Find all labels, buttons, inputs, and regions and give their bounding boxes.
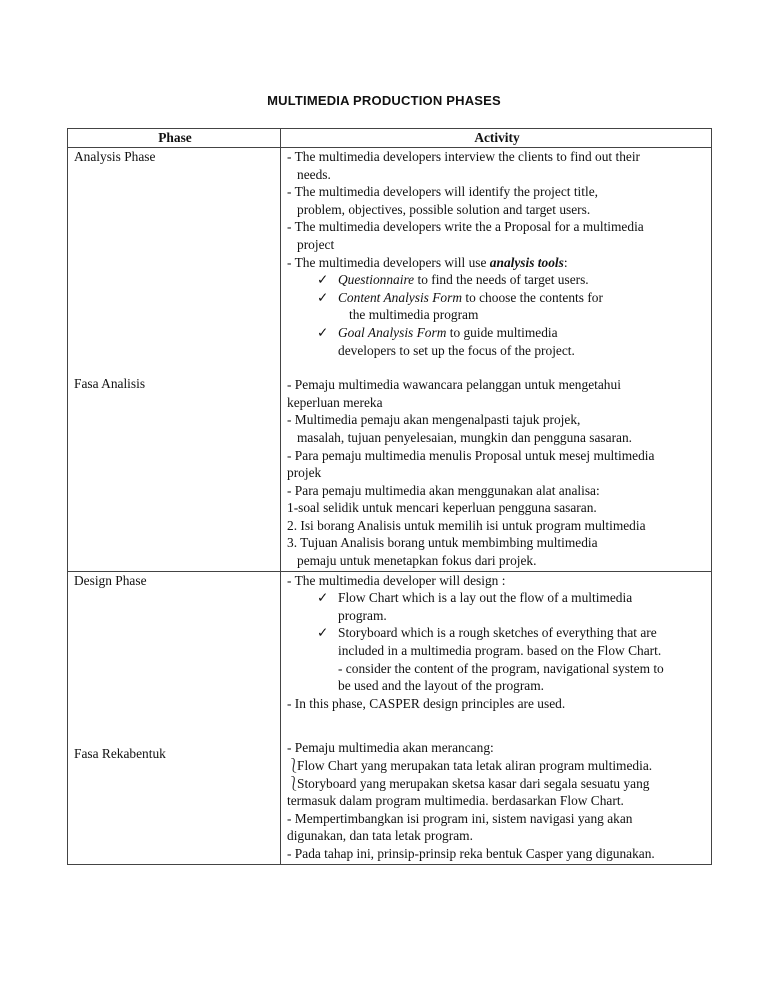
- text-span: Storyboard yang merupakan sketsa kasar dari segala sesuatu yang: [297, 775, 650, 791]
- phase-column-header: Phase: [68, 129, 281, 148]
- text-line: - In this phase, CASPER design principles are used.: [287, 695, 566, 711]
- list-item: [287, 271, 707, 289]
- design-phase-label-ms: Fasa Rekabentuk: [74, 746, 166, 762]
- emphasis-text: Content Analysis Form: [338, 289, 462, 305]
- analysis-phase-cell: [68, 148, 281, 572]
- design-phase-cell: [68, 571, 281, 864]
- text-line: 1-soal selidik untuk mencari keperluan pengguna sasaran.: [287, 500, 597, 516]
- list-item: [287, 757, 707, 775]
- text-line: developers to set up the focus of the project.: [338, 342, 575, 358]
- emphasis-text: Goal Analysis Form: [338, 324, 447, 340]
- text-line: - Pada tahap ini, prinsip-prinsip reka bentuk Casper yang digunakan.: [287, 845, 655, 861]
- table-row-design: [68, 571, 712, 864]
- text-line: pemaju untuk menetapkan fokus dari projek.: [297, 553, 537, 569]
- text-line: needs.: [297, 166, 331, 182]
- text-span: :: [563, 254, 568, 270]
- text-line: - Pemaju multimedia wawancara pelanggan untuk mengetahui: [287, 377, 621, 393]
- design-activity-ms: [287, 739, 707, 862]
- text-line: - The multimedia developers interview the clients to find out their: [287, 149, 641, 164]
- text-line: problem, objectives, possible solution and target users.: [297, 201, 591, 217]
- emphasis-text: analysis tools: [489, 254, 564, 270]
- text-line: - consider the content of the program, navigational system to: [338, 660, 664, 676]
- bracket-icon: ⎱: [287, 758, 301, 773]
- checkmark-icon: ✓: [317, 289, 329, 305]
- text-span: - The multimedia developers will use: [287, 254, 490, 270]
- checkmark-icon: ✓: [317, 625, 329, 641]
- checkmark-icon: ✓: [317, 590, 329, 606]
- text-line: 2. Isi borang Analisis untuk memilih isi untuk program multimedia: [287, 517, 646, 533]
- text-line: - The multimedia developer will design :: [287, 572, 506, 588]
- text-line: Storyboard which is a rough sketches of everything that are: [338, 625, 657, 641]
- design-activity-cell: [281, 571, 712, 864]
- text-line: - Pemaju multimedia akan merancang:: [287, 740, 494, 756]
- document-title: MULTIMEDIA PRODUCTION PHASES: [267, 93, 501, 108]
- list-item: [287, 775, 707, 793]
- text-line: - Para pemaju multimedia menulis Proposal untuk mesej multimedia: [287, 447, 655, 463]
- text-line: [287, 254, 707, 272]
- text-line: be used and the layout of the program.: [338, 678, 545, 694]
- text-line: Flow Chart which is a lay out the flow of a multimedia: [338, 590, 633, 606]
- text-line: - The multimedia developers write the a Proposal for a multimedia: [287, 219, 644, 235]
- checkmark-icon: ✓: [317, 324, 329, 340]
- text-line: projek: [287, 465, 322, 481]
- phases-table: [67, 128, 712, 865]
- design-phase-label-en: Design Phase: [74, 572, 147, 588]
- activity-column-header: Activity: [281, 129, 712, 148]
- text-line: included in a multimedia program. based on the Flow Chart.: [338, 643, 662, 659]
- text-span: to choose the contents for: [462, 289, 603, 305]
- text-line: keperluan mereka: [287, 394, 383, 410]
- bracket-icon: ⎱: [287, 775, 301, 791]
- text-line: termasuk dalam program multimedia. berdasarkan Flow Chart.: [287, 793, 624, 809]
- emphasis-text: Questionnaire: [338, 272, 415, 288]
- text-line: project: [297, 236, 335, 252]
- text-line: program.: [338, 607, 387, 623]
- list-item: [287, 589, 707, 624]
- text-span: Flow Chart yang merupakan tata letak aliran program multimedia.: [297, 758, 653, 773]
- text-line: the multimedia program: [349, 307, 479, 323]
- text-line: - Para pemaju multimedia akan menggunakan alat analisa:: [287, 482, 600, 498]
- text-line: masalah, tujuan penyelesaian, mungkin dan pengguna sasaran.: [297, 429, 633, 445]
- analysis-activity-cell: [281, 148, 712, 572]
- list-item: [287, 289, 707, 324]
- table-row-analysis: [68, 148, 712, 572]
- design-activity-en: [287, 572, 707, 713]
- checkmark-icon: ✓: [317, 272, 329, 288]
- text-line: digunakan, dan tata letak program.: [287, 828, 473, 844]
- text-line: - Multimedia pemaju akan mengenalpasti tajuk projek,: [287, 412, 581, 428]
- analysis-activity-ms: [287, 376, 707, 570]
- text-span: to guide multimedia: [446, 324, 558, 340]
- table-header-row: [68, 129, 712, 148]
- text-line: 3. Tujuan Analisis borang untuk membimbing multimedia: [287, 535, 598, 551]
- analysis-activity-en: [287, 148, 707, 359]
- list-item: [287, 324, 707, 359]
- analysis-phase-label-en: Analysis Phase: [74, 149, 156, 164]
- analysis-phase-label-ms: Fasa Analisis: [74, 375, 146, 391]
- text-line: - The multimedia developers will identify the project title,: [287, 184, 598, 200]
- list-item: [287, 624, 707, 694]
- text-line: - Mempertimbangkan isi program ini, sistem navigasi yang akan: [287, 810, 633, 826]
- text-span: to find the needs of target users.: [414, 272, 589, 288]
